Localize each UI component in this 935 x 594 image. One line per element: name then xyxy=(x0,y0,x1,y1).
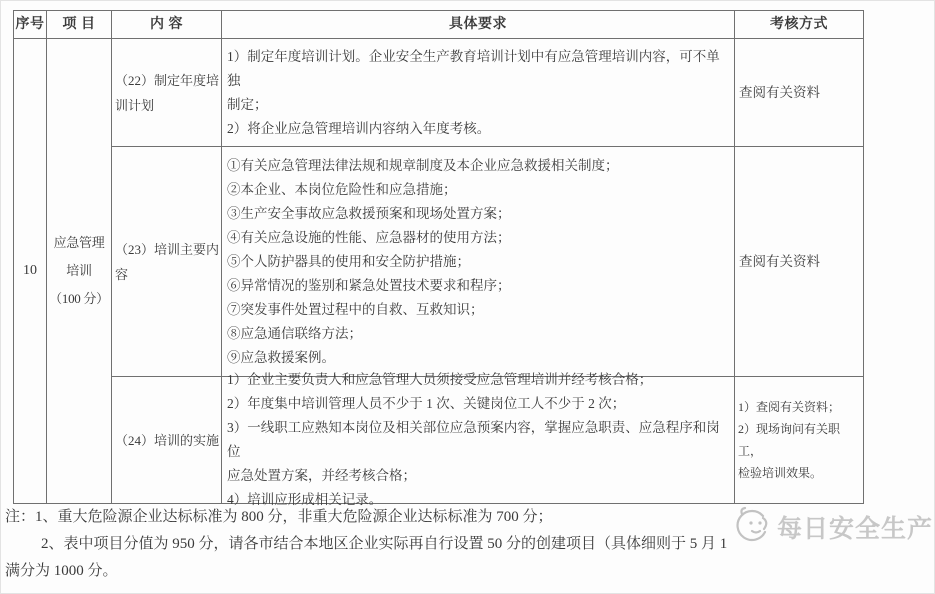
requirements-cell-23: ①有关应急管理法律法规和规章制度及本企业应急救援相关制度； ②本企业、本岗位危险性和应急措施； ③生产安全事故应急救援预案和现场处置方案； ④有关应急设施的性能、应急器材的使用方法； ⑤个人防护器具的使用和安全防护措施； ⑥异常情况的鉴别和紧急处置技术要求和程序； ⑦突发事件处置过程中的自救、互救知识； ⑧应急通信联络方法； ⑨应急救援案例。 xyxy=(222,147,735,377)
content-cell-22: （22）制定年度培 训计划 xyxy=(112,39,222,147)
assessment-table xyxy=(13,10,864,507)
seq-number-cell: 10 xyxy=(14,39,47,504)
header-cell-seq: 序号 xyxy=(14,11,47,39)
header-cell-requirements: 具体要求 xyxy=(222,11,735,39)
header-cell-content: 内 容 xyxy=(112,11,222,39)
footnote-line-3: 满分为 1000 分。 xyxy=(5,563,118,579)
content-cell-23: （23）培训主要内 容 xyxy=(112,147,222,377)
requirements-cell-22: 1）制定年度培训计划。企业安全生产教育培训计划中有应急管理培训内容，可不单独 制定； 2）将企业应急管理培训内容纳入年度考核。 xyxy=(222,39,735,147)
requirements-cell-24: 1）企业主要负责人和应急管理人员须接受应急管理培训并经考核合格； 2）年度集中培训管理人员不少于 1 次、关键岗位工人不少于 2 次； 3）一线职工应熟知本岗位及相关部位应急预案内容，掌握应急职责、应急程序和岗位 应急处置方案，并经考核合格； 4）培训应形成相关记录。 xyxy=(222,377,735,504)
header-cell-project: 项 目 xyxy=(47,11,112,39)
assessment-cell-24: 1）查阅有关资料； 2）现场询问有关职工， 检验培训效果。 xyxy=(735,377,864,504)
assessment-cell-23: 查阅有关资料 xyxy=(735,147,864,377)
watermark-text: 每日安全生产 xyxy=(777,515,934,543)
footnote-line-1: 注：1、重大危险源企业达标标准为 800 分，非重大危险源企业达标标准为 700 分； xyxy=(5,509,553,525)
project-cell: 应急管理 培训 （100 分） xyxy=(47,39,112,504)
assessment-cell-22: 查阅有关资料 xyxy=(735,39,864,147)
header-cell-assessment: 考核方式 xyxy=(735,11,864,39)
content-cell-24: （24）培训的实施 xyxy=(112,377,222,504)
footnote-line-2: 2、表中项目分值为 950 分，请各市结合本地区企业实际再自行设置 50 分的创建项目（具体细则于 5 月 1 xyxy=(41,536,728,552)
footnotes xyxy=(5,504,933,585)
